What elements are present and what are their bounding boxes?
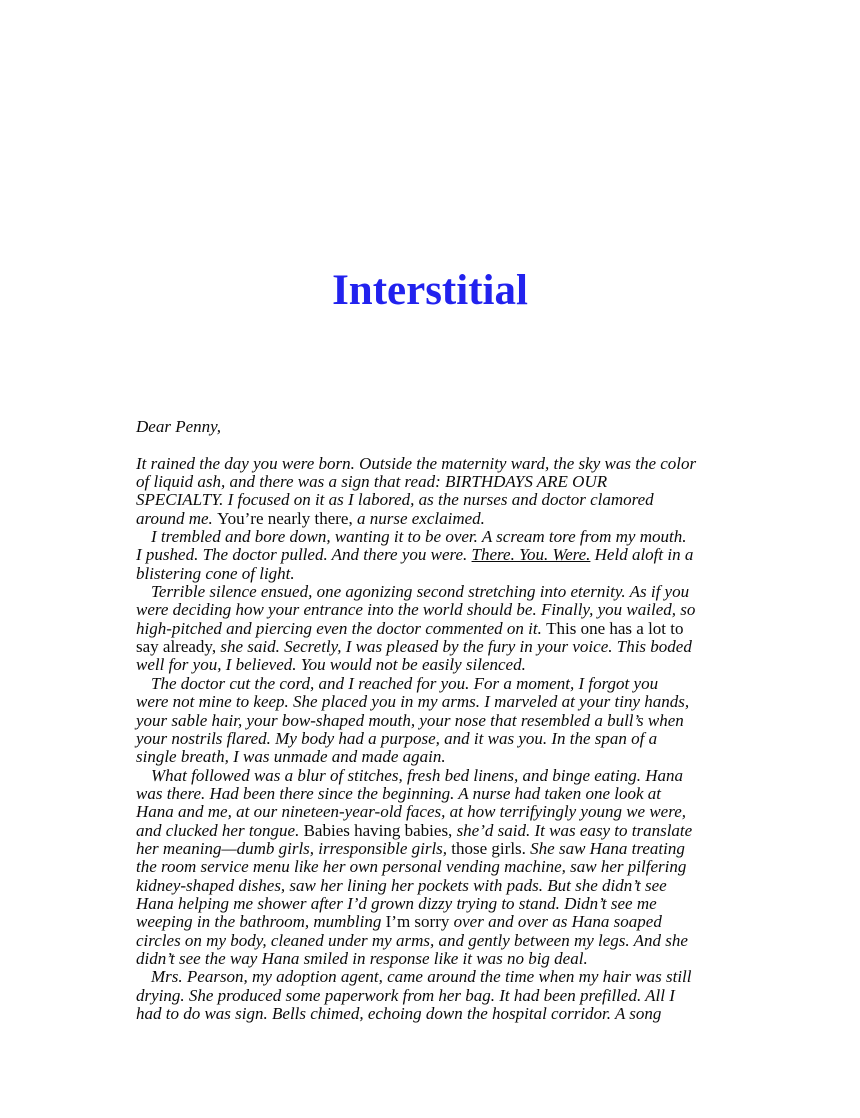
- text-segment: around me.: [136, 508, 218, 528]
- text-segment: those girls.: [451, 838, 531, 858]
- text-segment: single breath, I was unmade and made again.: [136, 747, 446, 767]
- text-line: [136, 913, 740, 931]
- text-line: [136, 546, 740, 564]
- text-line: [136, 1005, 740, 1023]
- text-segment: I trembled and bore down, wanting it to be over. A scream tore from my mouth.: [151, 527, 687, 547]
- text-segment: the room service menu like her own personal vending machine, saw her pilfering: [136, 857, 687, 877]
- text-line: [136, 583, 740, 601]
- text-segment: a nurse exclaimed.: [352, 508, 485, 528]
- text-segment: she said. Secretly, I was pleased by the fury in your voice. This boded: [220, 637, 692, 657]
- text-line: [136, 455, 740, 473]
- paragraph: [136, 767, 740, 969]
- text-segment: didn’t see the way Hana smiled in response like it was no big deal.: [136, 948, 588, 968]
- text-segment: She saw Hana treating: [530, 838, 685, 858]
- chapter-title: Interstitial: [332, 267, 528, 314]
- text-line: [136, 822, 740, 840]
- text-segment: circles on my body, cleaned under my arms, and gently between my legs. And she: [136, 930, 688, 950]
- text-segment: There. You. Were.: [471, 545, 591, 565]
- text-segment: was there. Had been there since the beginning. A nurse had taken one look at: [136, 783, 662, 803]
- text-segment: What followed was a blur of stitches, fresh bed linens, and binge eating. Hana: [151, 765, 684, 785]
- text-segment: had to do was sign. Bells chimed, echoing down the hospital corridor. A song: [136, 1004, 662, 1023]
- text-segment: blistering cone of light.: [136, 563, 295, 583]
- text-line: [136, 473, 740, 491]
- text-segment: drying. She produced some paperwork from her bag. It had been prefilled. All I: [136, 985, 675, 1005]
- text-line: [136, 656, 740, 674]
- text-segment: Hana and me, at our nineteen-year-old faces, at how terrifyingly young we were,: [136, 802, 687, 822]
- text-segment: your sable hair, your bow-shaped mouth, your nose that resembled a bull’s when: [136, 710, 684, 730]
- text-segment: over and over as Hana soaped: [453, 912, 662, 932]
- text-line: [136, 712, 740, 730]
- text-line: [136, 730, 740, 748]
- text-line: [136, 877, 740, 895]
- text-line: [136, 528, 740, 546]
- text-line: [136, 785, 740, 803]
- text-segment: she’d said. It was easy to translate: [456, 820, 693, 840]
- text-segment: of liquid ash, and there was a sign that read: BIRTHDAYS ARE OUR: [136, 472, 608, 492]
- text-line: [136, 638, 740, 656]
- paragraph: [136, 528, 740, 583]
- text-segment: Babies having babies,: [303, 820, 457, 840]
- text-segment: say already,: [136, 637, 221, 657]
- text-line: [136, 767, 740, 785]
- text-segment: were not mine to keep. She placed you in my arms. I marveled at your tiny hands,: [136, 692, 690, 712]
- text-line: [136, 418, 740, 436]
- text-segment: The doctor cut the cord, and I reached for you. For a moment, I forgot you: [151, 673, 659, 693]
- text-segment: kidney-shaped dishes, saw her lining her pockets with pads. But she didn’t see: [136, 875, 667, 895]
- text-segment: Terrible silence ensued, one agonizing second stretching into eternity. As if you: [151, 582, 690, 602]
- text-segment: Dear Penny,: [136, 417, 221, 436]
- text-segment: I’m sorry: [385, 912, 454, 932]
- text-segment: This one has a lot to: [546, 618, 684, 638]
- text-line: [136, 565, 740, 583]
- text-line: [136, 950, 740, 968]
- text-line: [136, 491, 740, 509]
- text-line: [136, 748, 740, 766]
- text-line: [136, 987, 740, 1005]
- paragraph: [136, 418, 740, 436]
- text-segment: Held aloft in a: [590, 545, 694, 565]
- text-line: [136, 803, 740, 821]
- text-line: [136, 510, 740, 528]
- text-segment: Hana helping me shower after I’d grown dizzy trying to stand. Didn’t see me: [136, 893, 657, 913]
- text-line: [136, 675, 740, 693]
- text-line: [136, 693, 740, 711]
- letter-body: [136, 418, 740, 1023]
- text-segment: were deciding how your entrance into the world should be. Finally, you wailed, so: [136, 600, 696, 620]
- text-segment: It rained the day you were born. Outside the maternity ward, the sky was the color: [136, 453, 697, 473]
- text-segment: You’re nearly there,: [217, 508, 353, 528]
- text-line: [136, 840, 740, 858]
- text-line: [136, 968, 740, 986]
- text-segment: weeping in the bathroom, mumbling: [136, 912, 386, 932]
- paragraph: [136, 675, 740, 767]
- text-segment: Mrs. Pearson, my adoption agent, came around the time when my hair was still: [151, 967, 692, 987]
- text-segment: and clucked her tongue.: [136, 820, 304, 840]
- text-line: [136, 601, 740, 619]
- text-segment: I pushed. The doctor pulled. And there you were.: [136, 545, 472, 565]
- paragraph: [136, 455, 740, 528]
- paragraph: [136, 583, 740, 675]
- text-segment: your nostrils flared. My body had a purpose, and it was you. In the span of a: [136, 728, 658, 748]
- text-line: [136, 620, 740, 638]
- text-segment: well for you, I believed. You would not be easily silenced.: [136, 655, 526, 675]
- text-line: [136, 895, 740, 913]
- paragraph: [136, 968, 740, 1023]
- text-line: [136, 858, 740, 876]
- text-segment: high-pitched and piercing even the doctor commented on it.: [136, 618, 547, 638]
- text-segment: SPECIALTY. I focused on it as I labored, as the nurses and doctor clamored: [136, 490, 654, 510]
- text-line: [136, 932, 740, 950]
- text-segment: her meaning—dumb girls, irresponsible girls,: [136, 838, 452, 858]
